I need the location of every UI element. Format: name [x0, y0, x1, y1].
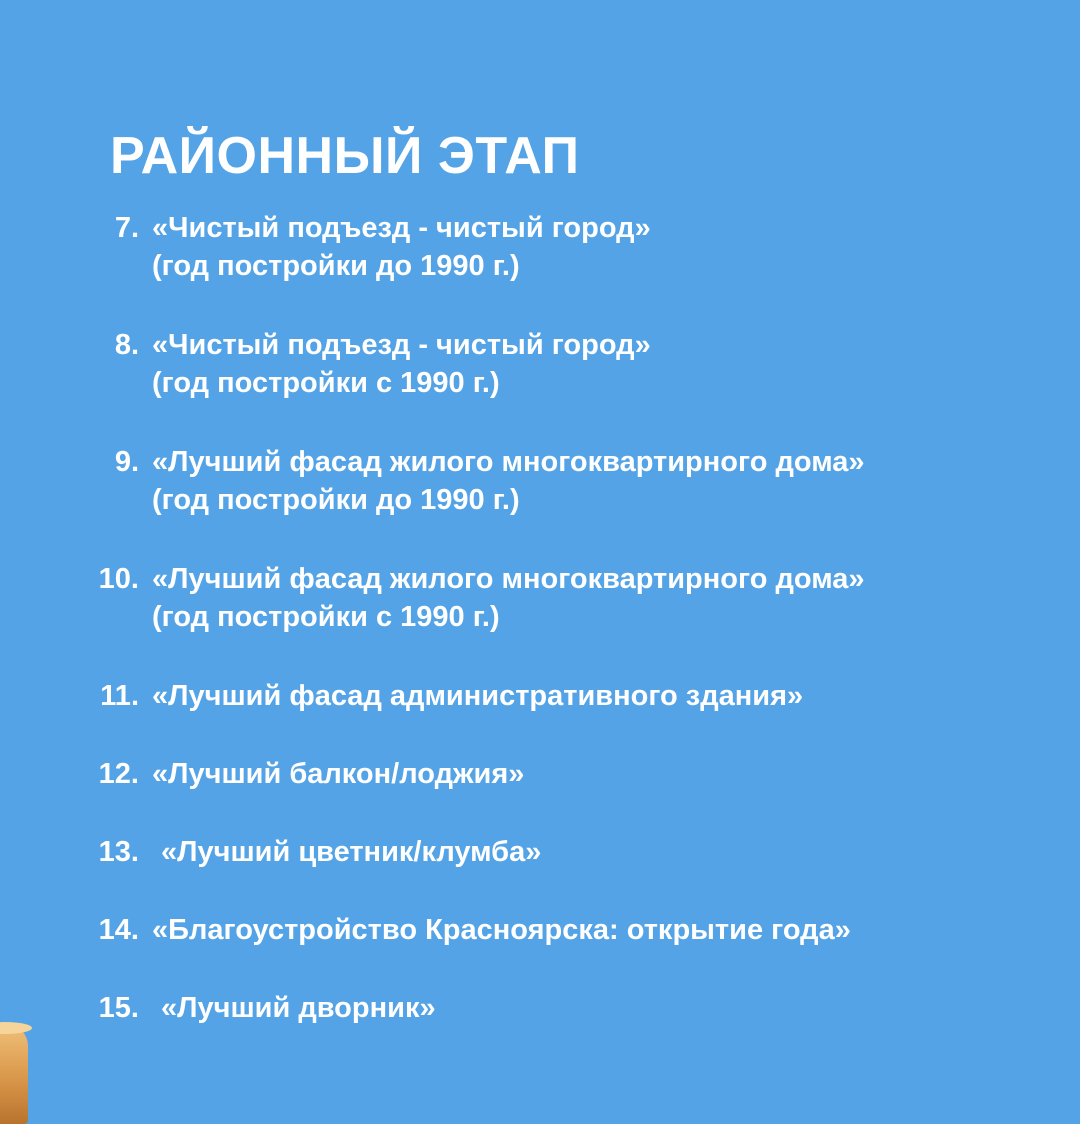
item-title: «Чистый подъезд - чистый город» — [152, 329, 651, 361]
item-subtitle: (год постройки до 1990 г.) — [152, 484, 520, 516]
item-title: «Лучший фасад жилого многоквартирного дома» — [152, 446, 865, 478]
item-subtitle: (год постройки с 1990 г.) — [152, 601, 500, 633]
item-number: 8. — [114, 329, 139, 361]
item-number: 15. — [98, 992, 139, 1024]
item-title: «Лучший фасад жилого многоквартирного дома» — [152, 563, 865, 595]
item-title: «Лучший фасад административного здания» — [152, 680, 804, 712]
flowerpot-decoration — [0, 1024, 28, 1124]
item-number: 11. — [100, 680, 139, 712]
item-subtitle: (год постройки с 1990 г.) — [152, 367, 500, 399]
item-title: «Чистый подъезд - чистый город» — [152, 212, 651, 244]
item-number: 10. — [98, 563, 139, 595]
item-number: 13. — [98, 836, 139, 868]
item-title: «Лучший балкон/лоджия» — [152, 758, 525, 790]
flowerpot-rim-decoration — [0, 1022, 32, 1034]
item-title: «Благоустройство Красноярска: открытие года» — [152, 914, 851, 946]
item-number: 7. — [114, 212, 139, 244]
item-number: 14. — [98, 914, 139, 946]
item-title: «Лучший дворник» — [161, 992, 436, 1024]
item-title: «Лучший цветник/клумба» — [161, 836, 542, 868]
item-subtitle: (год постройки до 1990 г.) — [152, 250, 520, 282]
item-number: 9. — [114, 446, 139, 478]
page-title: РАЙОННЫЙ ЭТАП — [110, 127, 580, 185]
item-number: 12. — [98, 758, 139, 790]
